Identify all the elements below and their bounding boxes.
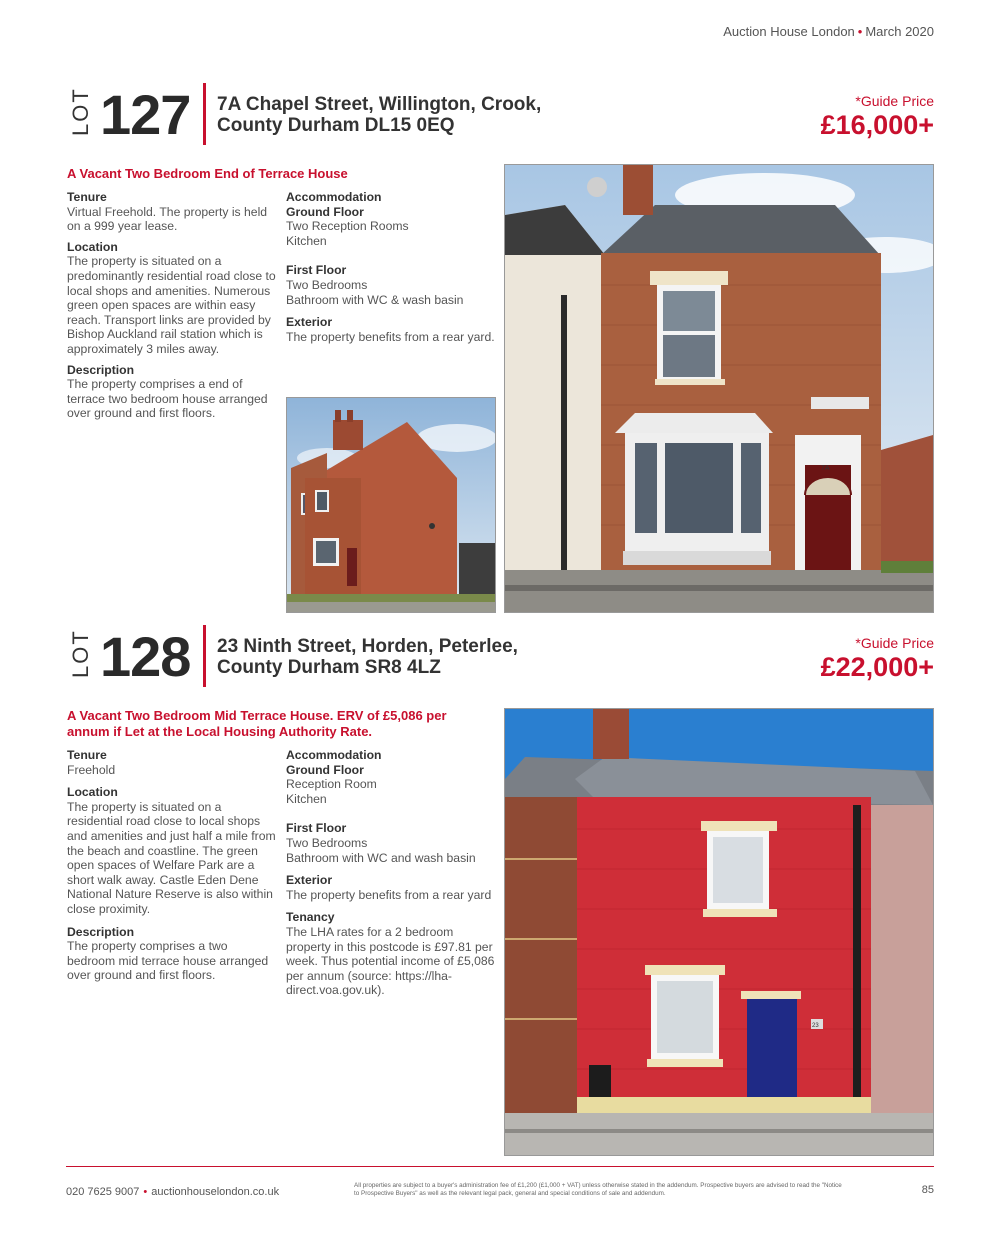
ground-floor-item: Kitchen xyxy=(286,233,327,248)
exterior-heading: Exterior xyxy=(286,873,333,888)
description-heading: Description xyxy=(67,924,135,939)
first-floor-item: Bathroom with WC and wash basin xyxy=(286,850,476,865)
page-header xyxy=(723,24,934,39)
lot-number: 128 xyxy=(100,625,191,688)
exterior-text: The property benefits from a rear yard xyxy=(286,887,492,902)
guide-price-value: £22,000+ xyxy=(820,652,934,682)
address-line-1: 7A Chapel Street, Willington, Crook, xyxy=(217,94,542,115)
front-view-image xyxy=(505,709,933,1155)
lot-details-left-column xyxy=(67,190,279,427)
footer-disclaimer: All properties are subject to a buyer's administration fee of £1,200 (£1,000 + VAT) unless otherwise stated in the addendum. Prospective buyers are advised to read the "Notice to Prospective Buyers" as well as the relevant legal pack, general and special conditions of sale and addendum. xyxy=(354,1182,842,1197)
lot-subtitle: A Vacant Two Bedroom End of Terrace House xyxy=(67,166,348,181)
door-number: 23 xyxy=(812,1023,819,1029)
description-text: The property comprises a end of terrace two bedroom house arranged over ground and first floors. xyxy=(67,377,268,421)
ground-floor-item: Reception Room xyxy=(286,777,377,792)
tenancy-text: The LHA rates for a 2 bedroom property in this postcode is £97.81 per week. Thus potential income of £5,086 per annum (source: https://lha-direct.voa.gov.uk). xyxy=(286,924,495,998)
description-heading: Description xyxy=(67,362,135,377)
location-heading: Location xyxy=(67,239,118,254)
ground-floor-item: Two Reception Rooms xyxy=(286,219,409,234)
lot-address xyxy=(217,636,518,678)
ground-floor-item: Kitchen xyxy=(286,791,327,806)
first-floor-heading: First Floor xyxy=(286,263,347,278)
publisher-name: Auction House London xyxy=(723,24,855,39)
lot-details-right-column xyxy=(286,748,496,1004)
property-front-photo xyxy=(504,164,934,613)
lot-number: 127 xyxy=(100,83,191,146)
guide-price-label: *Guide Price xyxy=(855,635,934,651)
first-floor-item: Two Bedrooms xyxy=(286,835,368,850)
footer-contact xyxy=(66,1186,279,1198)
door-number: 7A xyxy=(821,465,830,472)
tenure-text: Virtual Freehold. The property is held on a 999 year lease. xyxy=(67,204,268,234)
lot-address xyxy=(217,94,541,136)
first-floor-item: Two Bedrooms xyxy=(286,277,368,292)
separator-dot: • xyxy=(143,1186,148,1198)
lot-details-right-column xyxy=(286,190,496,350)
first-floor-heading: First Floor xyxy=(286,821,347,836)
tenure-heading: Tenure xyxy=(67,748,107,762)
accommodation-heading: Accommodation xyxy=(286,190,382,204)
footer-phone[interactable]: 020 7625 9007 xyxy=(66,1186,140,1198)
front-view-image xyxy=(505,165,933,612)
lot-label: LOT xyxy=(68,629,93,678)
address-line-2: County Durham DL15 0EQ xyxy=(217,115,455,136)
issue-date: March 2020 xyxy=(865,24,934,39)
description-text: The property comprises a two bedroom mid terrace house arranged over ground and first floors. xyxy=(67,939,269,983)
ground-floor-heading: Ground Floor xyxy=(286,204,364,219)
property-front-photo xyxy=(504,708,934,1156)
lot-divider-bar xyxy=(203,83,206,145)
location-text: The property is situated on a predominantly residential road close to local shops and amenities. Numerous green open spaces are within easy reach. Transport links are provided by Bishop Auckland rail station which is approximately 3 miles away. xyxy=(67,254,276,356)
property-side-photo xyxy=(286,397,496,613)
footer-website-link[interactable]: auctionhouselondon.co.uk xyxy=(151,1186,280,1198)
side-view-image xyxy=(287,398,495,612)
separator-dot: • xyxy=(857,24,863,39)
lot-label: LOT xyxy=(68,87,93,136)
location-heading: Location xyxy=(67,785,118,800)
lot-subtitle: A Vacant Two Bedroom Mid Terrace House. ERV of £5,086 per annum if Let at the Local Housing Authority Rate. xyxy=(67,708,447,739)
page-number: 85 xyxy=(921,1184,934,1196)
accommodation-heading: Accommodation xyxy=(286,748,382,762)
guide-price-value: £16,000+ xyxy=(820,110,934,140)
footer-divider xyxy=(66,1166,934,1167)
guide-price-label: *Guide Price xyxy=(855,93,934,109)
exterior-text: The property benefits from a rear yard. xyxy=(286,329,495,344)
exterior-heading: Exterior xyxy=(286,315,333,330)
location-text: The property is situated on a residential road close to local shops and amenities and just half a mile from the beach and coastline. The green open spaces of Welfare Park are a short walk away. Castle Eden Dene National Nature Reserve is also within close proximity. xyxy=(67,799,276,916)
ground-floor-heading: Ground Floor xyxy=(286,762,364,777)
tenancy-heading: Tenancy xyxy=(286,910,335,925)
address-line-2: County Durham SR8 4LZ xyxy=(217,657,441,678)
lot-divider-bar xyxy=(203,625,206,687)
tenure-text: Freehold xyxy=(67,762,116,777)
address-line-1: 23 Ninth Street, Horden, Peterlee, xyxy=(217,636,518,657)
tenure-heading: Tenure xyxy=(67,190,107,204)
lot-details-left-column xyxy=(67,748,279,989)
first-floor-item: Bathroom with WC & wash basin xyxy=(286,292,464,307)
